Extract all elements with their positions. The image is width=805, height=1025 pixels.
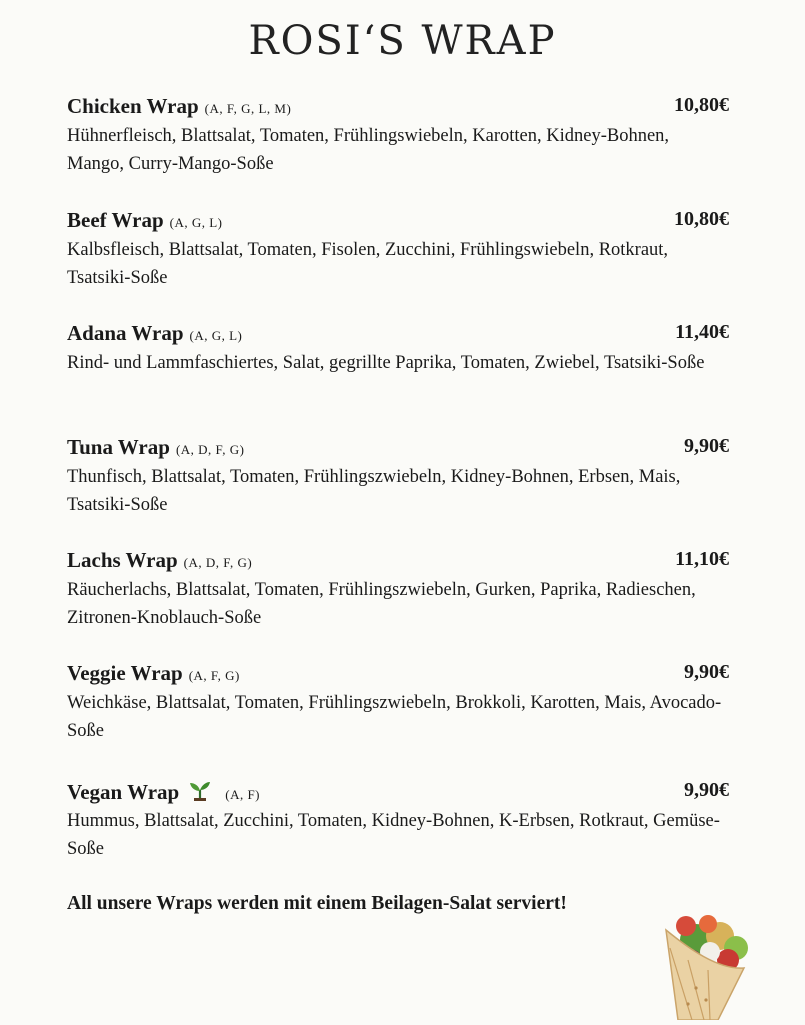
menu-item-adana-wrap [67,321,729,377]
item-allergens: (A, F, G, L, M) [204,101,292,116]
item-price: 11,10€ [675,548,729,570]
item-allergens: (A, G, L) [169,215,223,230]
footer-note: All unsere Wraps werden mit einem Beilagen-Salat serviert! [67,893,567,914]
menu-item-vegan-wrap [67,779,729,863]
item-name: Chicken Wrap [67,94,199,118]
item-price: 11,40€ [675,321,729,343]
item-description: Hühnerfleisch, Blattsalat, Tomaten, Frühlingswiebeln, Karotten, Kidney-Bohnen, Mango, Curry-Mango-Soße [67,126,670,174]
menu-item-lachs-wrap [67,548,729,632]
item-allergens: (A, F) [225,787,261,802]
seedling-icon [189,779,211,806]
item-name: Adana Wrap [67,321,184,345]
menu-item-veggie-wrap [67,661,729,745]
item-description: Kalbsfleisch, Blattsalat, Tomaten, Fisolen, Zucchini, Frühlingswiebeln, Rotkraut, Tsatsiki-Soße [67,240,669,288]
item-price: 10,80€ [674,208,729,230]
item-allergens: (A, D, F, G) [183,555,253,570]
item-description: Weichkäse, Blattsalat, Tomaten, Frühlingszwiebeln, Brokkoli, Karotten, Mais, Avocado-Soße [67,693,722,741]
menu-title: ROSI‘S WRAP [248,18,557,64]
item-description: Räucherlachs, Blattsalat, Tomaten, Frühlingszwiebeln, Gurken, Paprika, Radieschen, Zitronen-Knoblauch-Soße [67,580,696,628]
item-price: 10,80€ [674,94,729,116]
item-description: Thunfisch, Blattsalat, Tomaten, Frühlingszwiebeln, Kidney-Bohnen, Erbsen, Mais, Tsatsiki-Soße [67,467,681,515]
menu-item-beef-wrap [67,208,729,292]
wrap-illustration-icon [648,908,758,1025]
item-price: 9,90€ [684,661,729,683]
item-name: Vegan Wrap [67,780,180,804]
item-allergens: (A, D, F, G) [175,442,245,457]
item-allergens: (A, G, L) [189,328,243,343]
item-name: Lachs Wrap [67,548,178,572]
item-name: Tuna Wrap [67,435,170,459]
item-allergens: (A, F, G) [188,668,240,683]
item-description: Hummus, Blattsalat, Zucchini, Tomaten, Kidney-Bohnen, K-Erbsen, Rotkraut, Gemüse-Soße [67,811,720,859]
item-name: Beef Wrap [67,208,164,232]
item-description: Rind- und Lammfaschiertes, Salat, gegrillte Paprika, Tomaten, Zwiebel, Tsatsiki-Soße [67,353,705,373]
item-name: Veggie Wrap [67,661,183,685]
menu-item-chicken-wrap [67,94,729,178]
menu-item-tuna-wrap [67,435,729,519]
item-price: 9,90€ [684,435,729,457]
item-price: 9,90€ [684,779,729,801]
